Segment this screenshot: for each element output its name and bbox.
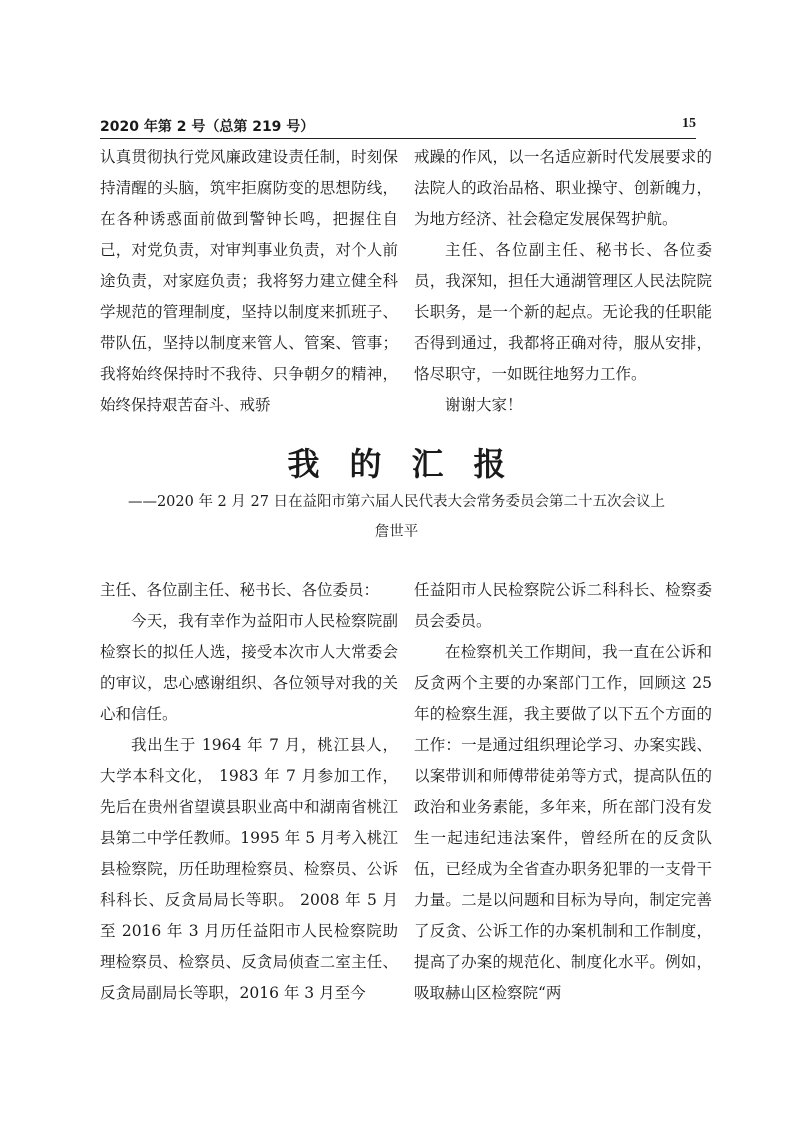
article2-paragraph-3a: 我出生于 1964 年 7 月，桃江县人，大学本科文化， 1983 年 7 月参加工作，先后在贵州省望谟县职业高中和湖南省桃江县第二中学任教师。1995 年 5 月考入桃江县检察院，历任助理检察员、检察员、公诉科科长、反贪局局长等职。 2008 年 5 月至 2016 年 3 月历任益阳市人民检察院助理检察员、检察员、反贪局侦查二室主任、反贪局副局长等职，2016 年 3 月至今 bbox=[100, 736, 398, 1002]
issue-label: 2020 年第 2 号（总第 219 号） bbox=[100, 119, 315, 135]
article1-paragraph-1a: 认真贯彻执行党风廉政建设责任制，时刻保持清醒的头脑，筑牢拒腐防变的思想防线，在各种诱惑面前做到警钟长鸣，把握住自己，对党负责，对审判事业负责，对个人前途负责，对家庭负责；我将努力建立健全科学规范的管理制度，坚持以制度来抓班子、带队伍，坚持以制度来管人、管案、管事；我将始终保持时不我待、只争朝夕的精神，始终保持艰苦奋斗、戒骄 bbox=[100, 148, 398, 414]
article2-paragraph-4: 在检察机关工作期间，我一直在公诉和反贪两个主要的办案部门工作，回顾这 25 年的检察生涯，我主要做了以下五个方面的工作：一是通过组织理论学习、办案实践、以案带训和师傅带徒弟等方式，提高队伍的政治和业务素能，多年来，所在部门没有发生一起违纪违法案件，曾经所在的反贪队伍，已经成为全省查办职务犯罪的一支骨干力量。二是以问题和目标为导向，制定完善了反贪、公诉工作的办案机制和工作制度，提高了办案的规范化、制度化水平。例如，吸取赫山区检察院“两 bbox=[414, 643, 712, 1002]
article1-paragraph-1b: 戒躁的作风，以一名适应新时代发展要求的法院人的政治品格、职业操守、创新魄力，为地方经济、社会稳定发展保驾护航。 bbox=[414, 148, 712, 228]
article1-column-right bbox=[414, 142, 712, 421]
article1-closing: 谢谢大家！ bbox=[445, 396, 523, 414]
article1-column-left bbox=[100, 142, 398, 421]
article2-column-right bbox=[414, 575, 712, 1009]
article2-subtitle: ——2020 年 2 月 27 日在益阳市第六届人民代表大会常务委员会第二十五次会议上 bbox=[127, 494, 666, 510]
article2-salutation: 主任、各位副主任、秘书长、各位委员： bbox=[100, 581, 380, 599]
page-number: 15 bbox=[682, 116, 696, 131]
article1-paragraph-2: 主任、各位副主任、秘书长、各位委员，我深知，担任大通湖管理区人民法院院长职务，是一个新的起点。无论我的任职能否得到通过，我都将正确对待，服从安排，恪尽职守，一如既往地努力工作。 bbox=[414, 241, 712, 383]
page-header bbox=[100, 116, 696, 139]
article2-paragraph-2: 今天，我有幸作为益阳市人民检察院副检察长的拟任人选，接受本次市人大常委会的审议，忠心感谢组织、各位领导对我的关心和信任。 bbox=[100, 612, 398, 723]
article2-author: 詹世平 bbox=[374, 524, 419, 540]
article2-paragraph-3b: 任益阳市人民检察院公诉二科科长、检察委员会委员。 bbox=[414, 581, 712, 630]
article2-title: 我的汇报 bbox=[287, 445, 536, 483]
article2-column-left bbox=[100, 575, 398, 1009]
